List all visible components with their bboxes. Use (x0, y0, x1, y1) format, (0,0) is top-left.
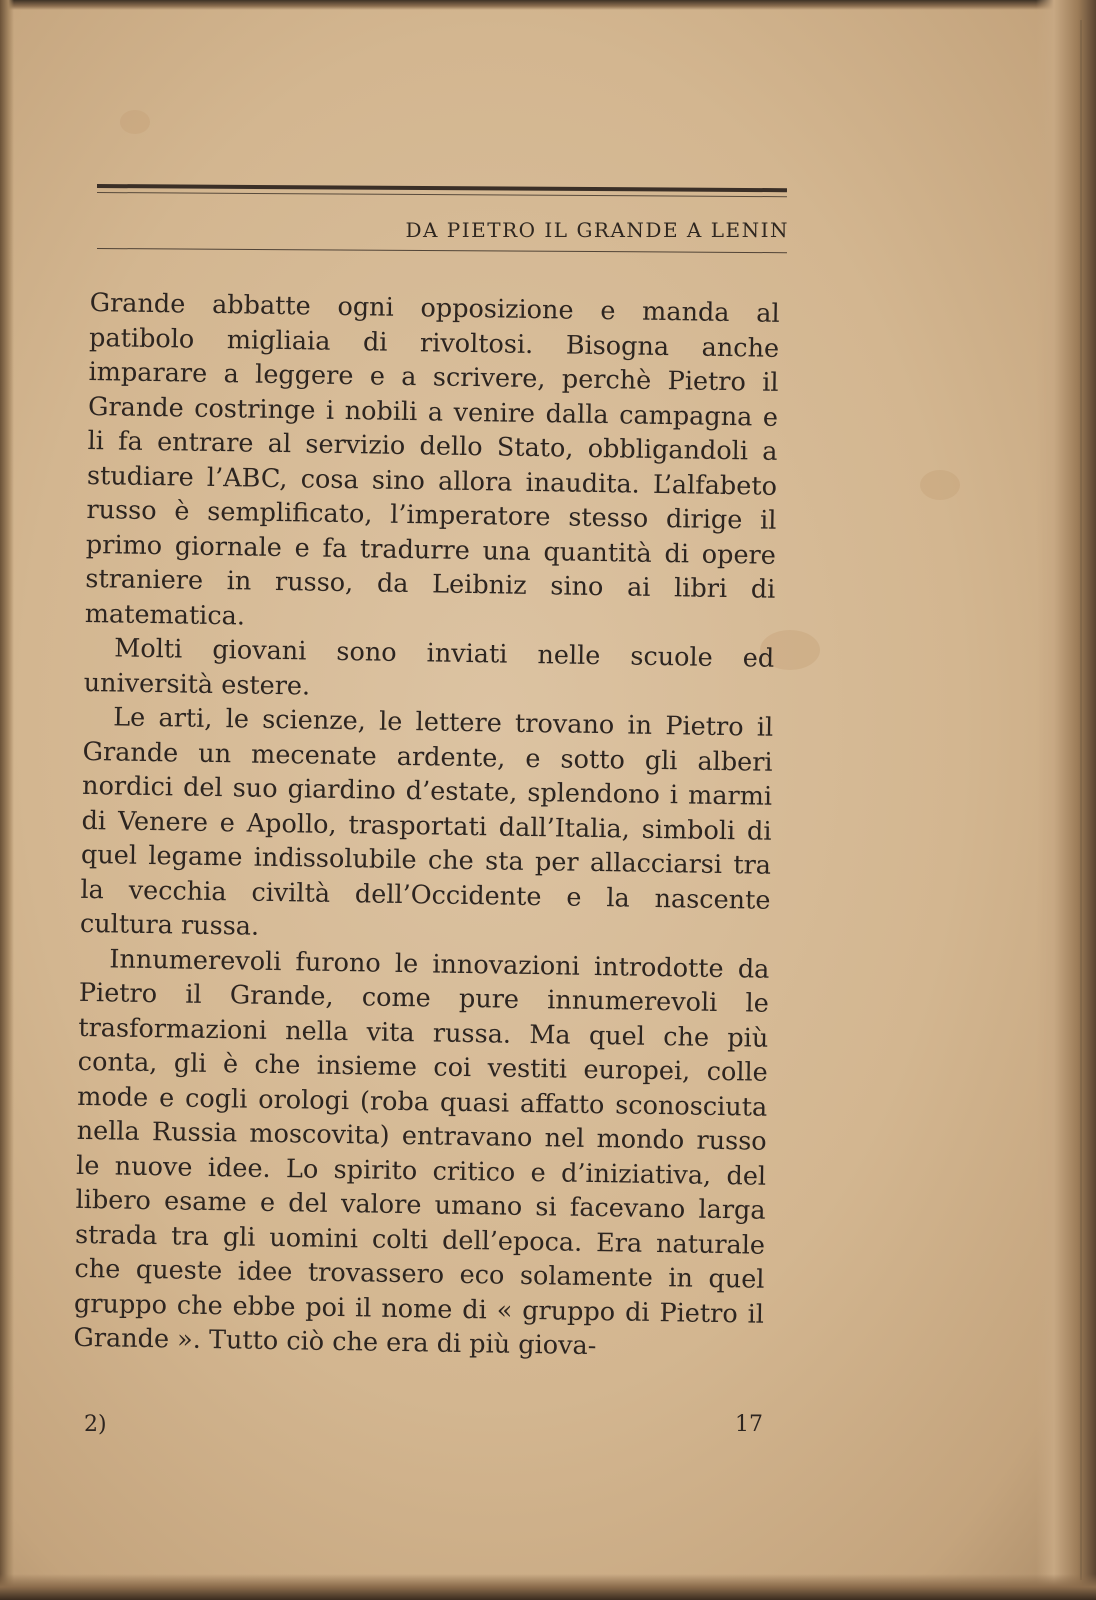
body-text (73, 286, 780, 1366)
header-rule-thin (97, 192, 787, 197)
running-head: DA PIETRO IL GRANDE A LENIN (405, 218, 789, 242)
header-rule-bottom (97, 248, 787, 253)
page-top-edge (0, 0, 1096, 10)
paragraph: Grande abbatte ogni opposizione e manda al patibolo migliaia di rivoltosi. Bisogna anche imparare a leggere e a scrivere, perchè Pietro il Grande costringe i nobili a venire dalla campagna e li fa entrare al servizio dello Stato, obbligandoli a studiare l’ABC, cosa sino allora inaudita. L’alfabeto russo è semplificato, l’imperatore stesso dirige il primo giornale e fa tradurre una quantità di opere straniere in russo, da Leibniz sino ai libri di matematica. (84, 287, 780, 631)
paper-stain (920, 470, 960, 500)
page-number: 17 (735, 1412, 763, 1437)
page-left-edge (0, 0, 14, 1600)
page-bottom-edge (0, 1574, 1096, 1600)
page-right-edge (1036, 0, 1096, 1600)
signature-mark: 2) (84, 1412, 107, 1437)
header-rule-thick (97, 184, 787, 192)
paper-stain (120, 110, 150, 134)
paragraph: Innumerevoli furono le innovazioni introdotte da Pietro il Grande, come pure innumerevoli le trasformazioni nella vita russa. Ma quel che più conta, gli è che insieme coi vestiti europei, colle mode e cogli orologi (roba quasi affatto sconosciuta nella Russia moscovita) entravano nel mondo russo le nuove idee. Lo spirito critico e d’iniziativa, del libero esame e del valore umano si facevano larga strada tra gli uomini colti dell’epoca. Era naturale che queste idee trovassero eco solamente in quel gruppo che ebbe poi il nome di « gruppo di Pietro il Grande ». Tutto ciò che era di più giova- (73, 943, 770, 1362)
paragraph: Molti giovani sono inviati nelle scuole ed università estere. (83, 633, 775, 702)
paragraph: Le arti, le scienze, le lettere trovano in Pietro il Grande un mecenate ardente, e sotto gli alberi nordici del suo giardino d’estate, splendono i marmi di Venere e Apollo, trasportati dall’Italia, simboli di quel legame indissolubile che sta per allacciarsi tra la vecchia civiltà dell’Occidente e la nascente cultura russa. (79, 702, 774, 942)
